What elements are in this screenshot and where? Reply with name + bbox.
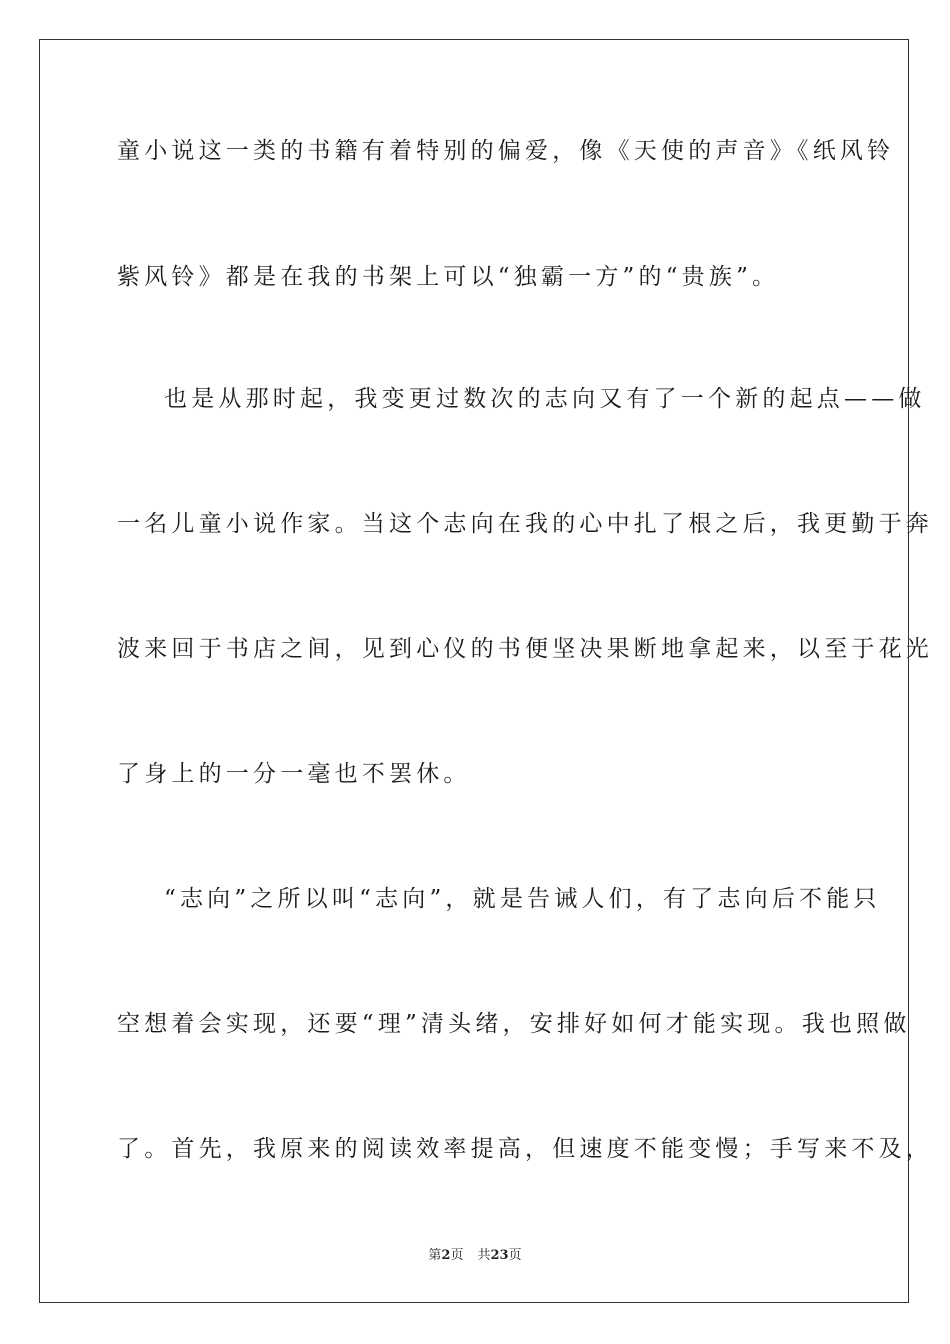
paragraph-line: 也是从那时起，我变更过数次的志向又有了一个新的起点——做 (164, 386, 926, 412)
paragraph-line: 童小说这一类的书籍有着特别的偏爱，像《天使的声音》《纸风铃 (117, 138, 895, 164)
paragraph-line: 一名儿童小说作家。当这个志向在我的心中扎了根之后，我更勤于奔 (117, 511, 933, 537)
page-suffix: 页 (450, 1248, 464, 1263)
total-prefix: 共 (477, 1248, 491, 1263)
total-pages: 23 (490, 1248, 509, 1263)
page-prefix: 第 (428, 1248, 442, 1263)
paragraph-line: 空想着会实现，还要“理”清头绪，安排好如何才能实现。我也照做 (117, 1011, 911, 1037)
paragraph-line: 了身上的一分一毫也不罢休。 (117, 761, 471, 787)
paragraph-line: “志向”之所以叫“志向”，就是告诫人们，有了志向后不能只 (164, 886, 881, 912)
paragraph-line: 了。首先，我原来的阅读效率提高，但速度不能变慢；手写来不及， (117, 1136, 933, 1162)
page-number: 2 (441, 1248, 451, 1263)
page-footer (0, 1247, 950, 1265)
total-suffix: 页 (508, 1248, 522, 1263)
paragraph-line: 紫风铃》都是在我的书架上可以“独霸一方”的“贵族”。 (117, 264, 780, 290)
paragraph-line: 波来回于书店之间，见到心仪的书便坚决果断地拿起来，以至于花光 (117, 636, 933, 662)
page-border (39, 39, 933, 1303)
